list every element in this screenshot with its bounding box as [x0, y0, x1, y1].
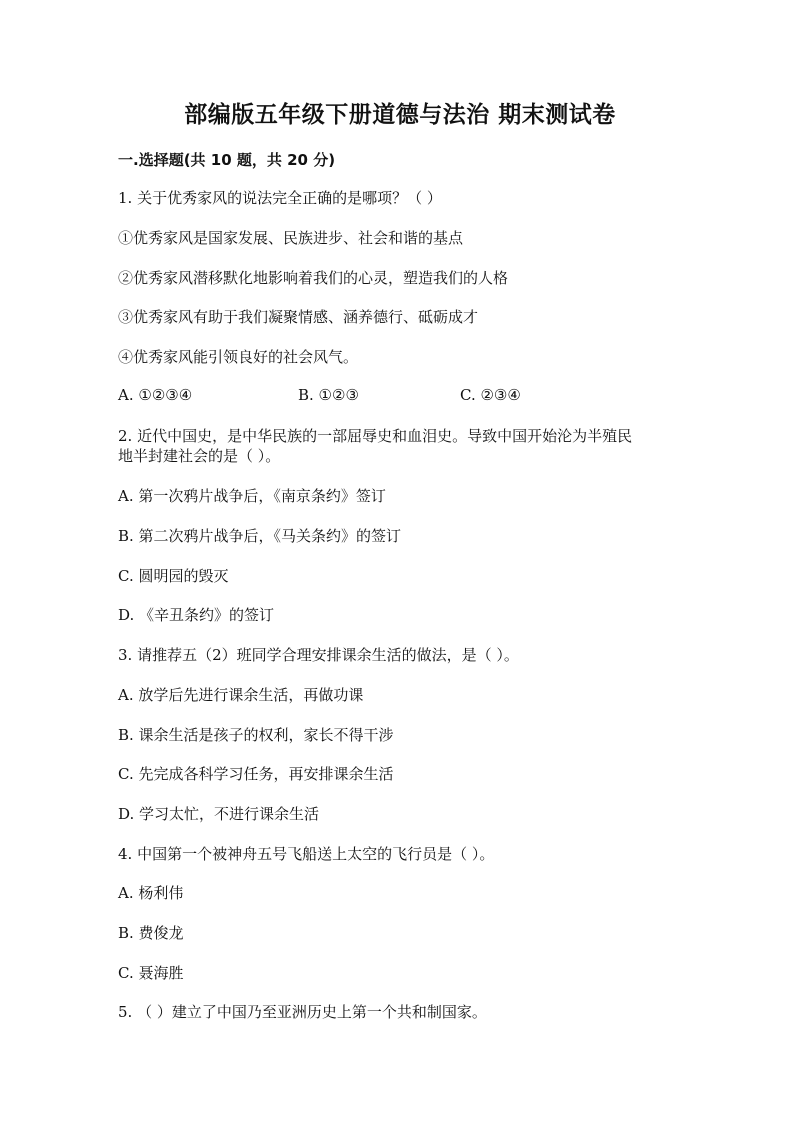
- page-title: 部编版五年级下册道德与法治 期末测试卷: [184, 102, 616, 128]
- question-2-option-c: C. 圆明园的毁灭: [118, 567, 229, 585]
- question-3-option-c: C. 先完成各科学习任务，再安排课余生活: [118, 765, 394, 783]
- question-2-stem-line-1: 2. 近代中国史，是中华民族的一部屈辱史和血泪史。导致中国开始沦为半殖民: [118, 427, 633, 445]
- question-2-stem-line-2: 地半封建社会的是（ ）。: [118, 447, 281, 465]
- question-4-option-a: A. 杨利伟: [118, 884, 184, 902]
- question-1-option-b: B. ①②③: [298, 386, 359, 404]
- question-1-statement-2: ②优秀家风潜移默化地影响着我们的心灵，塑造我们的人格: [118, 269, 509, 287]
- question-3-option-b: B. 课余生活是孩子的权利，家长不得干涉: [118, 726, 394, 744]
- question-1-option-c: C. ②③④: [460, 386, 521, 404]
- question-1-option-a: A. ①②③④: [118, 386, 193, 404]
- question-1-stem: 1. 关于优秀家风的说法完全正确的是哪项？（ ）: [118, 189, 442, 207]
- section-heading: 一.选择题(共 10 题，共 20 分): [118, 151, 336, 169]
- question-2-option-b: B. 第二次鸦片战争后，《马关条约》的签订: [118, 527, 402, 545]
- question-3-stem: 3. 请推荐五（2）班同学合理安排课余生活的做法，是（ ）。: [118, 646, 519, 664]
- question-3-option-a: A. 放学后先进行课余生活，再做功课: [118, 686, 364, 704]
- question-1-options: [118, 386, 678, 406]
- question-4-option-c: C. 聂海胜: [118, 964, 184, 982]
- question-1-statement-1: ①优秀家风是国家发展、民族进步、社会和谐的基点: [118, 229, 464, 247]
- question-1-statement-3: ③优秀家风有助于我们凝聚情感、涵养德行、砥砺成才: [118, 308, 479, 326]
- question-2-option-a: A. 第一次鸦片战争后，《南京条约》签订: [118, 487, 386, 505]
- question-1-statement-4: ④优秀家风能引领良好的社会风气。: [118, 348, 359, 366]
- question-4-stem: 4. 中国第一个被神舟五号飞船送上太空的飞行员是（ ）。: [118, 845, 495, 863]
- question-3-option-d: D. 学习太忙，不进行课余生活: [118, 805, 320, 823]
- question-4-option-b: B. 费俊龙: [118, 924, 184, 942]
- question-2-option-d: D. 《辛丑条约》的签订: [118, 606, 275, 624]
- question-5-stem: 5. （ ）建立了中国乃至亚洲历史上第一个共和制国家。: [118, 1003, 487, 1021]
